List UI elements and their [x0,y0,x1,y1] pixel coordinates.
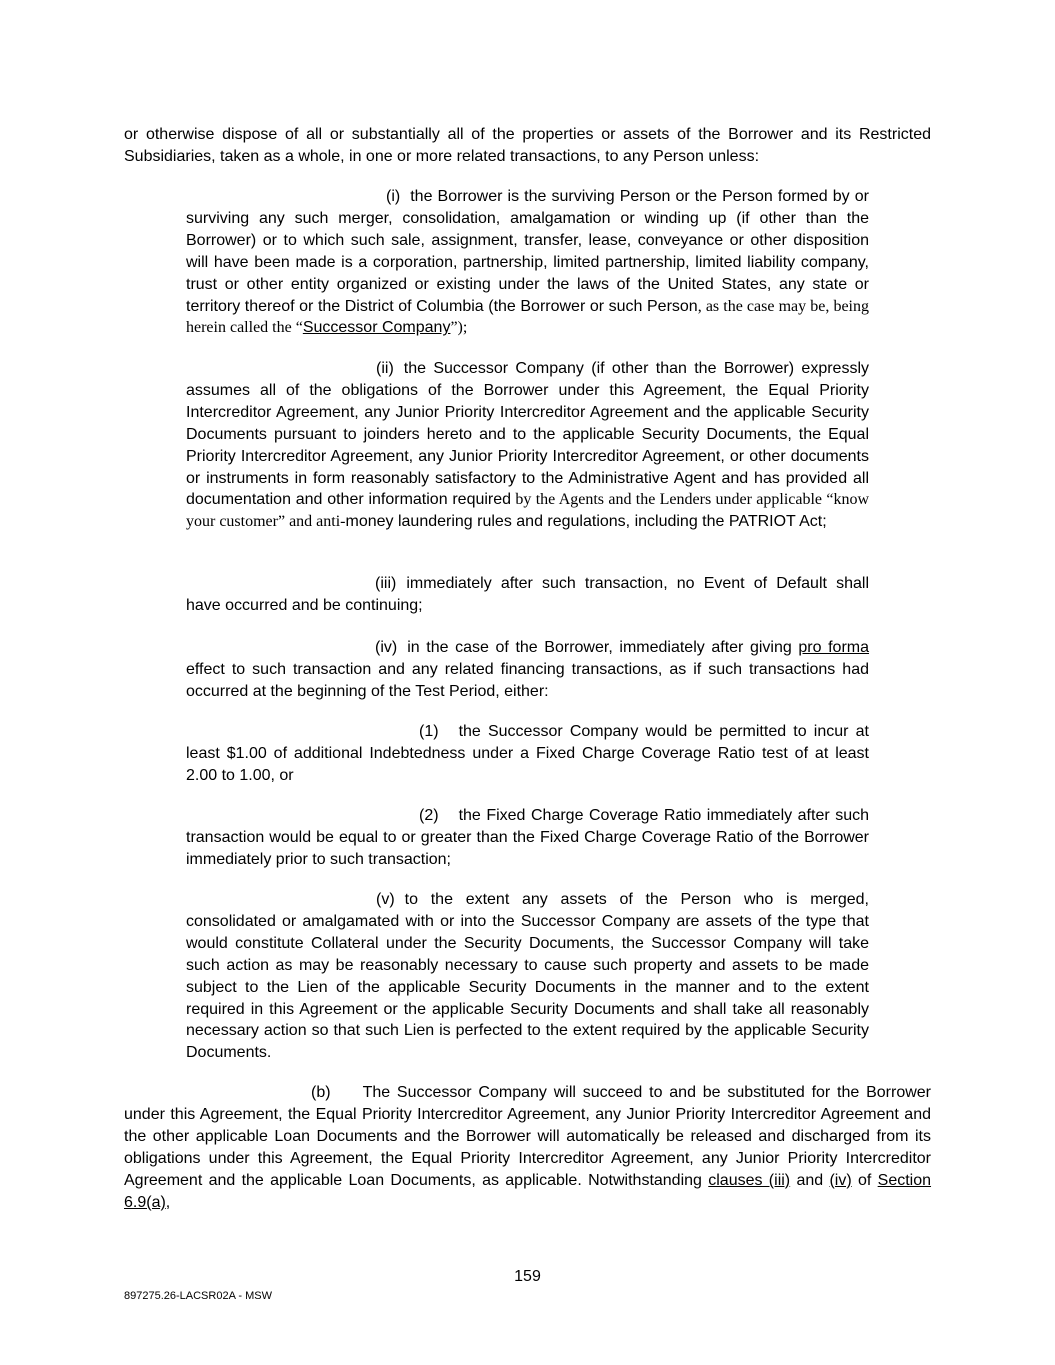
clause-iii-text: immediately after such transaction, no Event of Default shall have occurred and be continuing; [186,575,869,614]
intro-text: or otherwise dispose of all or substantially all of the properties or assets of the Borrower and its Restricted Subsidiaries, taken as a whole, in one or more related transactions, to any Person unless: [124,126,931,165]
sub-clause-1-label: (1) [419,723,439,740]
clause-v-paragraph [186,889,869,1064]
clause-i-text: the Borrower is the surviving Person or the Person formed by or surviving any such merger, consolidation, amalgamation or winding up (if other than the Borrower) or to which such sale, assignment, transfer, lease, conveyance or other disposition will have been made is a corporation, partnership, limited partnership, limited liability company, trust or other entity organized or existing under the laws of the United States, any state or territory thereof or the District of Columbia (the Borrower or such Person [186,188,869,315]
clause-ii-text: the Successor Company (if other than the Borrower) expressly assumes all of the obligations of the Borrower under this Agreement, the Equal Priority Intercreditor Agreement, any Junior Priority Intercreditor Agreement and the applicable Security Documents pursuant to joinders hereto and to the applicable Security Documents, the Equal Priority Intercreditor Agreement, any Junior Priority Intercreditor Agreement, or other documents or instruments in form reasonably satisfactory to the Administrative Agent and has provided all documentation and other information required [186,360,869,509]
clause-iv-paragraph [186,637,869,703]
clause-b-text: The Successor Company will succeed to and be substituted for the Borrower under this Agreement, the Equal Priority Intercreditor Agreement, any Junior Priority Intercreditor Agreement and the other applicable Loan Documents and the Borrower will automatically be released and discharged from its obligations under this Agreement, the Equal Priority Intercreditor Agreement, any Junior Priority Intercreditor Agreement and the applicable Loan Documents, as applicable. Notwithstanding [124,1084,931,1189]
page-number: 159 [514,1268,541,1285]
sub-clause-1-text: the Successor Company would be permitted to incur at least $1.00 of additional Indebtedness under a Fixed Charge Coverage Ratio test of at least 2.00 to 1.00, or [186,723,869,784]
clause-iii-label: (iii) [375,575,397,592]
section-reference: Section 6.9(a) [124,1171,932,1211]
clause-i-end: ”); [450,319,468,337]
pro-forma-term: pro forma [798,639,870,656]
sub-clause-2-text: the Fixed Charge Coverage Ratio immediately after such transaction would be equal to or greater than the Fixed Charge Coverage Ratio of the Borrower immediately prior to such transaction; [186,807,869,868]
document-id: 897275.26-LACSR02A - MSW [124,1290,272,1302]
clause-ii-label: (ii) [376,360,394,377]
clause-b-of: of [851,1171,878,1189]
clause-i-label: (i) [386,188,401,205]
successor-company-term: Successor Company [302,319,451,337]
clause-b-and: and [790,1171,830,1189]
clause-v-label: (v) [376,891,395,908]
sub-clause-1-paragraph [186,721,869,787]
clause-b-label: (b) [311,1084,331,1101]
clause-i-serif-text: , as the case may be, being herein called the “ [186,297,869,337]
clauses-iii-reference: clauses (iii) [708,1171,791,1189]
clause-iv-text-after: effect to such transaction and any related financing transactions, as if such transactions had occurred at the beginning of the Test Period, either: [186,660,869,700]
sub-clause-2-paragraph [186,805,869,871]
clause-v-text: to the extent any assets of the Person who is merged, consolidated or amalgamated with or into the Successor Company are assets of the type that would constitute Collateral under the Security Documents, the Successor Company will take such action as may be reasonably necessary to cause such property and assets to be made subject to the Lien of the applicable Security Documents in the manner and to the extent required in this Agreement or the applicable Security Documents and shall take all reasonably necessary action so that such Lien is perfected to the extent required by the applicable Security Documents. [186,891,869,1062]
intro-paragraph [124,124,931,168]
clause-b-end: , [165,1193,171,1211]
clause-ii-end: money laundering rules and regulations, including the PATRIOT Act; [345,513,827,531]
clause-iii-paragraph [186,573,869,617]
clause-i-paragraph [186,186,869,339]
clause-ii-paragraph [186,358,869,533]
clause-iv-text-before: in the case of the Borrower, immediately after giving [407,639,799,656]
clause-iv-label: (iv) [375,639,398,656]
clause-ii-serif-text: by the Agents and the Lenders under applicable “know your customer” and anti- [186,491,869,531]
sub-clause-2-label: (2) [419,807,439,824]
clause-b-paragraph [124,1082,931,1213]
clause-iv-reference: (iv) [829,1171,852,1189]
